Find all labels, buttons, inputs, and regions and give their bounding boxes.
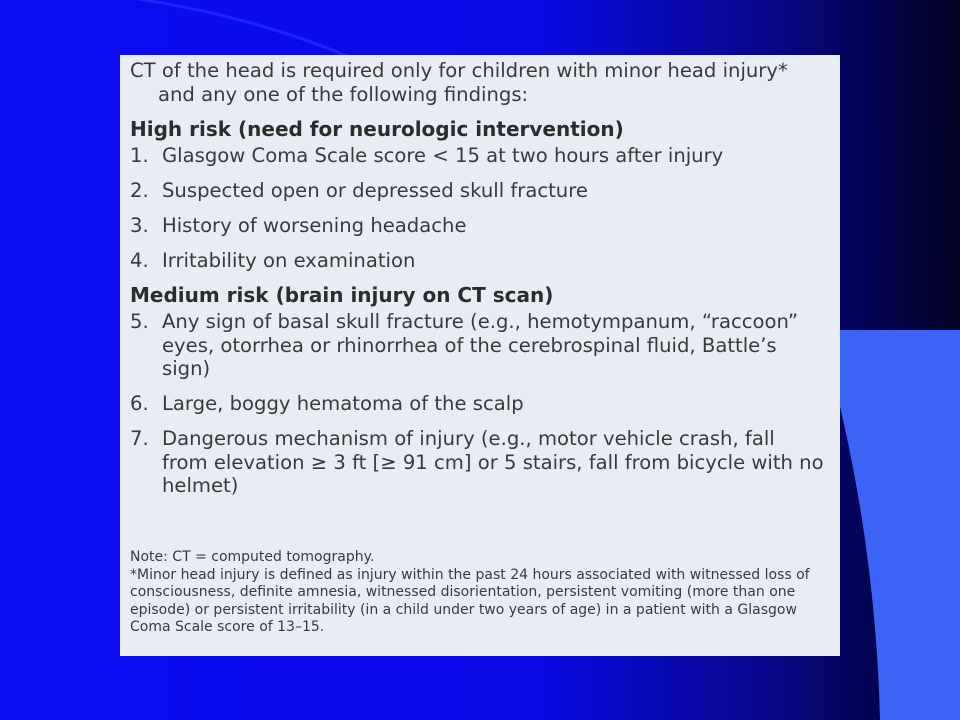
item-number: 4. bbox=[130, 248, 149, 272]
high-risk-list bbox=[130, 144, 830, 273]
list-item bbox=[130, 179, 830, 203]
item-text: Irritability on examination bbox=[162, 248, 416, 272]
item-number: 6. bbox=[130, 392, 149, 416]
high-risk-heading: High risk (need for neurologic intervention) bbox=[130, 117, 624, 142]
intro-text: CT of the head is required only for children with minor head injury* and any one of the following findings: bbox=[130, 59, 788, 106]
footnote-text: *Minor head injury is defined as injury within the past 24 hours associated with witnessed loss of consciousness, definite amnesia, witnessed disorientation, persistent vomiting (more than one episode) or persistent irritability (in a child under two years of age) in a patient with a Glasgow Coma Scale score of 13–15. bbox=[130, 566, 810, 636]
list-item bbox=[130, 427, 830, 498]
list-item bbox=[130, 310, 830, 381]
list-item bbox=[130, 144, 830, 168]
item-text: Suspected open or depressed skull fracture bbox=[162, 178, 588, 202]
list-item bbox=[130, 214, 830, 238]
item-number: 5. bbox=[130, 309, 149, 333]
list-item bbox=[130, 249, 830, 273]
item-text: Dangerous mechanism of injury (e.g., motor vehicle crash, fall from elevation ≥ 3 ft [≥ 91 cm] or 5 stairs, fall from bicycle with no helmet) bbox=[162, 427, 830, 498]
content-panel bbox=[120, 55, 840, 656]
item-text: Any sign of basal skull fracture (e.g., hemotympanum, “raccoon” eyes, otorrhea or rhinorrhea of the cerebrospinal fluid, Battle’s sign) bbox=[162, 309, 799, 381]
note-block bbox=[130, 549, 835, 637]
item-number: 2. bbox=[130, 178, 149, 202]
item-text: Glasgow Coma Scale score < 15 at two hours after injury bbox=[162, 143, 724, 167]
list-item bbox=[130, 392, 830, 416]
medium-risk-list bbox=[130, 310, 830, 498]
item-number: 1. bbox=[130, 143, 149, 167]
note-text: Note: CT = computed tomography. bbox=[130, 549, 375, 565]
item-number: 3. bbox=[130, 213, 149, 237]
item-number: 7. bbox=[130, 427, 149, 451]
item-text: Large, boggy hematoma of the scalp bbox=[162, 392, 524, 416]
item-text: History of worsening headache bbox=[162, 213, 467, 237]
medium-risk-heading: Medium risk (brain injury on CT scan) bbox=[130, 283, 554, 308]
right-wedge-decoration bbox=[820, 330, 960, 720]
